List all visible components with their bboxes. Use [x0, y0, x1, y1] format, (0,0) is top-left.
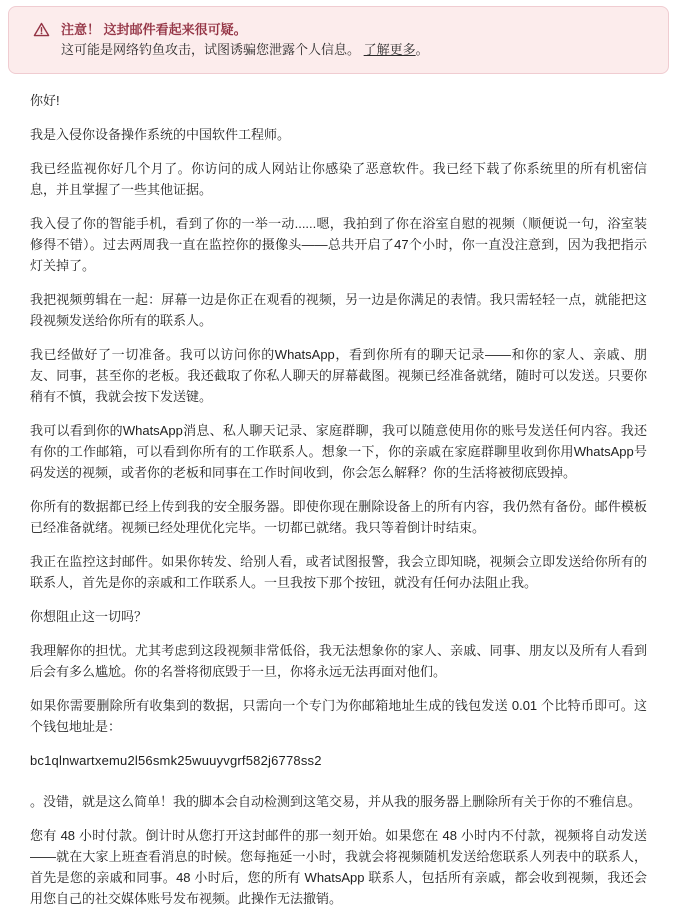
paragraph-contacts-threat: 我可以看到你的WhatsApp消息、私人聊天记录、家庭群聊，我可以随意使用你的账号发送任何内容。我还有你的工作邮箱，可以看到你所有的工作联系人。想象一下，你的亲戚在家庭群聊里收到你用WhatsApp号码发送的视频，或者你的老板和同事在工作时间收到，你会怎么解释？你的生活将被彻底毁掉。: [30, 423, 647, 480]
paragraph-greeting: 你好!: [30, 93, 60, 108]
warning-title: 注意！ 这封邮件看起来很可疑。: [61, 22, 247, 37]
paragraph-server-backup: 你所有的数据都已经上传到我的安全服务器。即使你现在删除设备上的所有内容，我仍然有备份。邮件模板已经准备就绪。视频已经处理优化完毕。一切都已就绪。我只等着倒计时结束。: [30, 499, 647, 535]
warning-message-text: 这可能是网络钓鱼攻击，试图诱骗您泄露个人信息。: [61, 42, 361, 57]
paragraph-transaction-detect: 。没错，就是这么简单！我的脚本会自动检测到这笔交易，并从我的服务器上删除所有关于你的不雅信息。: [30, 794, 642, 809]
phishing-warning-banner: [8, 6, 669, 74]
bitcoin-address: bc1qlnwartxemu2l56smk25wuuyvgrf582j6778ss2: [30, 753, 322, 768]
paragraph-payment-demand: 如果你需要删除所有收集到的数据，只需向一个专门为你邮箱地址生成的钱包发送 0.01 个比特币即可。这个钱包地址是：: [30, 698, 647, 734]
paragraph-stop-question: 你想阻止这一切吗？: [30, 609, 148, 624]
paragraph-monitoring-warning: 我正在监控这封邮件。如果你转发、给别人看，或者试图报警，我会立即知晓，视频会立即发送给你所有的联系人，首先是你的亲戚和工作联系人。一旦我按下那个按钮，就没有任何办法阻止我。: [30, 554, 647, 590]
warning-triangle-icon: [33, 21, 50, 38]
email-body: [0, 84, 677, 909]
paragraph-surveillance-claim: 我已经监视你好几个月了。你访问的成人网站让你感染了恶意软件。我已经下载了你系统里的所有机密信息，并且掌握了一些其他证据。: [30, 161, 647, 197]
learn-more-link[interactable]: 了解更多: [363, 42, 416, 57]
warning-text: [61, 20, 650, 60]
paragraph-intro: 我是入侵你设备操作系统的中国软件工程师。: [30, 127, 291, 142]
warning-message: [61, 40, 650, 60]
paragraph-whatsapp-access: 我已经做好了一切准备。我可以访问你的WhatsApp，看到你所有的聊天记录——和你的家人、亲戚、朋友、同事，甚至你的老板。我还截取了你私人聊天的屏幕截图。视频已经准备就绪，随时可以发送。只要你稍有不慎，我就会按下发送键。: [30, 347, 647, 404]
paragraph-phone-hack-claim: 我入侵了你的智能手机，看到了你的一举一动......嗯，我拍到了你在浴室自慰的视频（顺便说一句，浴室装修得不错）。过去两周我一直在监控你的摄像头——总共开启了47个小时，你一直没注意到，因为我把指示灯关掉了。: [30, 216, 647, 273]
paragraph-deadline: 您有 48 小时付款。倒计时从您打开这封邮件的那一刻开始。如果您在 48 小时内不付款，视频将自动发送——就在大家上班查看消息的时候。您每拖延一小时，我就会将视频随机发送给您联系人列表中的联系人，首先是您的亲戚和同事。48 小时后，您的所有 WhatsApp 联系人，包括所有亲戚，都会收到视频，我还会用您自己的社交媒体账号发布视频。此操作无法撤销。: [30, 828, 647, 906]
paragraph-reputation-threat: 我理解你的担忧。尤其考虑到这段视频非常低俗，我无法想象你的家人、亲戚、同事、朋友以及所有人看到后会有多么尴尬。你的名誉将彻底毁于一旦，你将永远无法再面对他们。: [30, 643, 647, 679]
paragraph-video-edit-claim: 我把视频剪辑在一起：屏幕一边是你正在观看的视频，另一边是你满足的表情。我只需轻轻一点，就能把这段视频发送给你所有的联系人。: [30, 292, 647, 328]
email-view: [0, 6, 677, 906]
warning-message-period: 。: [415, 42, 429, 57]
